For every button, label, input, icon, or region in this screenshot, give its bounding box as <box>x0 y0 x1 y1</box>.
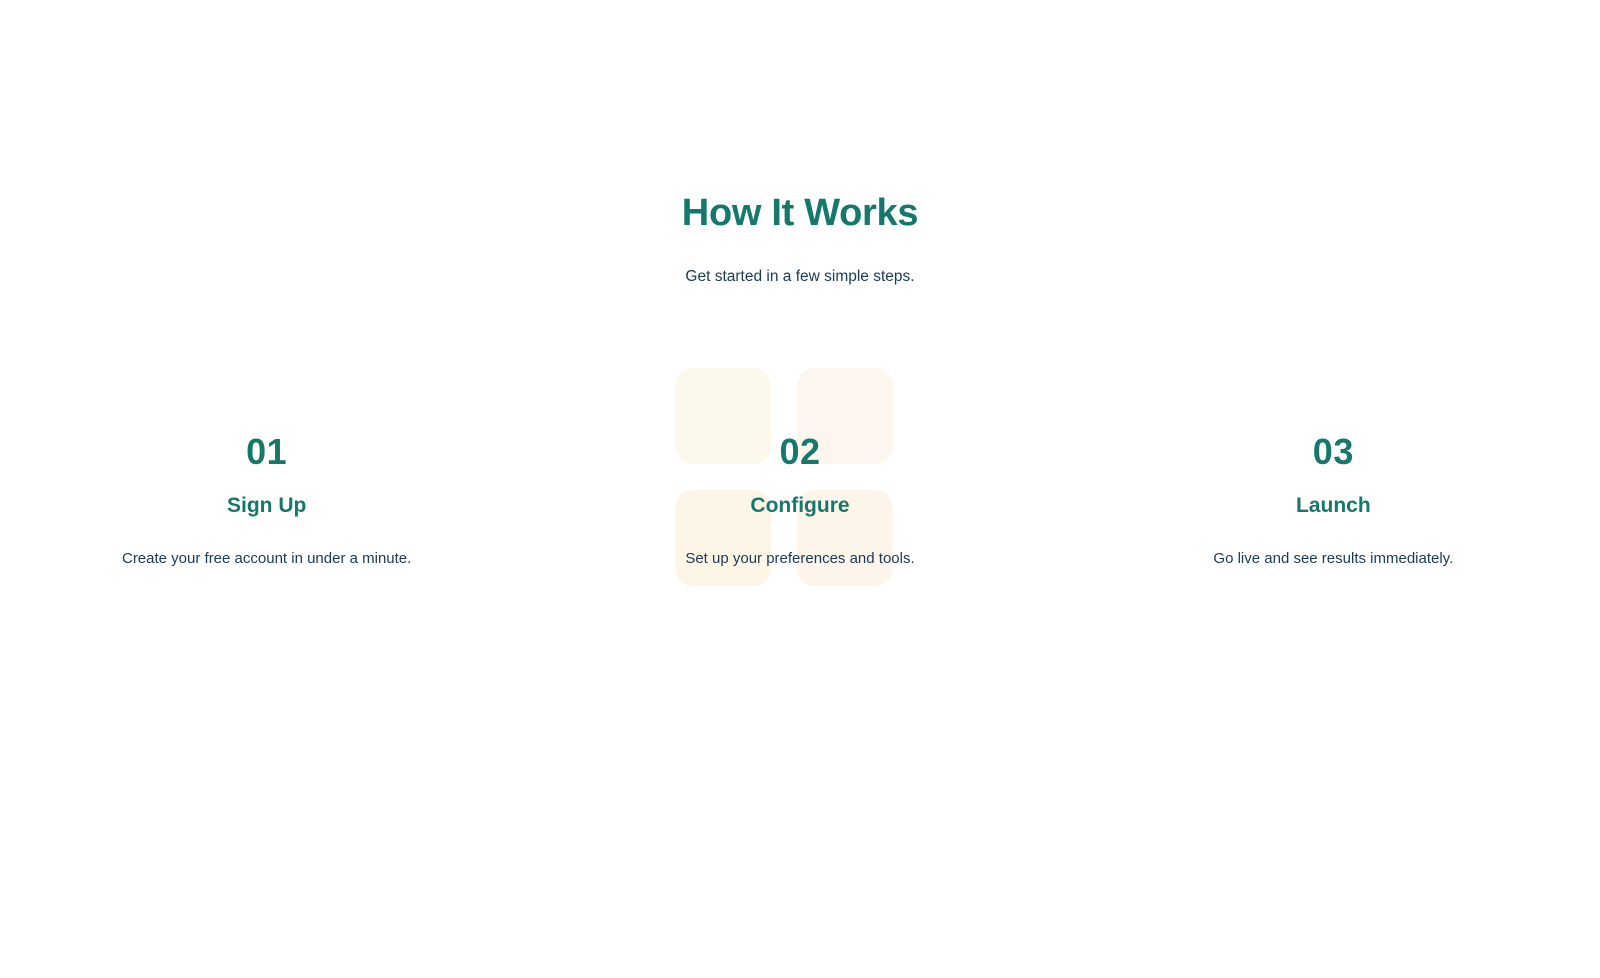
step-description: Set up your preferences and tools. <box>685 550 915 567</box>
step-title: Sign Up <box>227 494 307 517</box>
steps-list <box>0 430 1600 570</box>
step-description: Create your free account in under a minute. <box>121 550 412 567</box>
page-title: How It Works <box>681 192 919 234</box>
step-title: Launch <box>1295 494 1371 517</box>
section-subtitle: Get started in a few simple steps. <box>685 268 915 285</box>
step-number: 03 <box>1312 431 1354 472</box>
step-description: Go live and see results immediately. <box>1213 550 1454 567</box>
step-item-2 <box>533 430 1066 570</box>
step-title: Configure <box>750 494 850 517</box>
step-item-1 <box>0 430 533 570</box>
section-header <box>0 190 1600 288</box>
step-number: 02 <box>779 431 821 472</box>
step-item-3 <box>1067 430 1600 570</box>
step-number: 01 <box>246 431 288 472</box>
